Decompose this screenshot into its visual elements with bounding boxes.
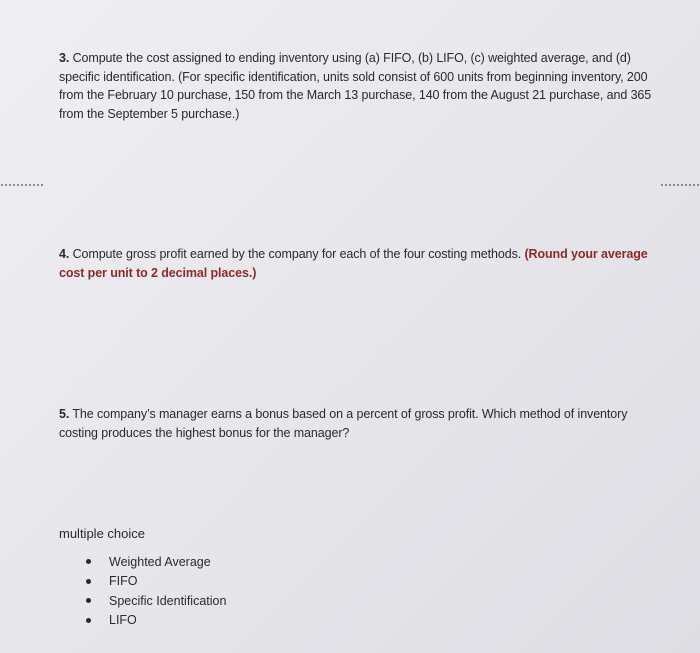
section-divider-right: [660, 184, 700, 186]
section-divider-left: [0, 184, 44, 186]
choice-label: Specific Identification: [109, 593, 227, 608]
question-5-text: The company’s manager earns a bonus based on a percent of gross profit. Which method of inventory costing produces the highest bonus for the manager?: [59, 407, 628, 440]
multiple-choice-label: multiple choice: [59, 526, 145, 541]
rounding-note: (Round your average cost per unit to 2 decimal places.): [59, 247, 648, 280]
question-4: [59, 245, 649, 282]
question-3-number: 3.: [59, 51, 70, 65]
choice-label: LIFO: [109, 613, 137, 628]
bullet-icon: [86, 598, 91, 603]
bullet-icon: [86, 618, 91, 623]
bullet-icon: [86, 559, 91, 564]
choice-fifo[interactable]: [84, 572, 226, 592]
question-4-number: 4.: [59, 247, 70, 261]
choice-list: [84, 552, 226, 630]
choice-specific-identification[interactable]: [84, 591, 226, 611]
choice-weighted-average[interactable]: [84, 552, 226, 572]
question-3: [59, 49, 659, 123]
choice-label: Weighted Average: [109, 554, 211, 569]
question-5-number: 5.: [59, 407, 70, 421]
choice-label: FIFO: [109, 574, 138, 589]
choice-lifo[interactable]: [84, 611, 226, 631]
question-4-text: Compute gross profit earned by the company for each of the four costing methods.: [69, 247, 525, 261]
question-3-text: Compute the cost assigned to ending inventory using (a) FIFO, (b) LIFO, (c) weighted average, and (d) specific identification. (For specific identification, units sold consist of 600 units from beginning inventory, 200 from the February 10 purchase, 150 from the March 13 purchase, 140 from the August 21 purchase, and 365 from the September 5 purchase.): [59, 51, 652, 121]
question-5: [59, 405, 669, 442]
bullet-icon: [86, 579, 91, 584]
